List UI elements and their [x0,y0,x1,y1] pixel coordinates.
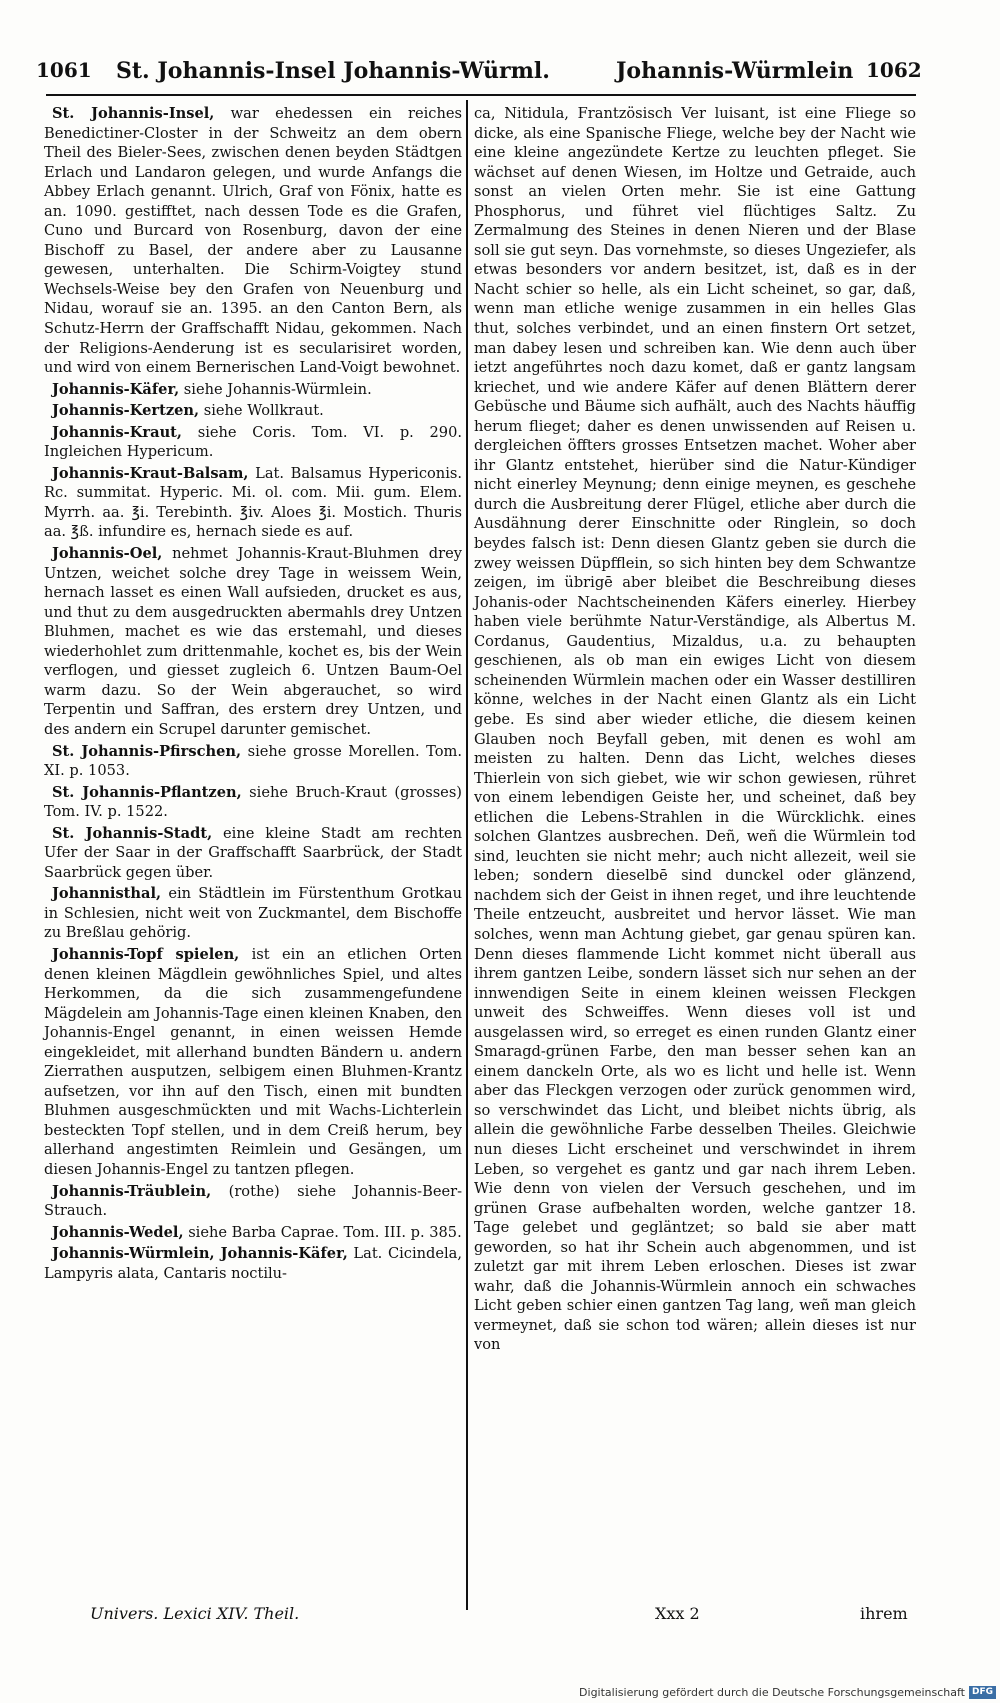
volume-signature: Univers. Lexici XIV. Theil. [90,1604,300,1623]
entry-text: siehe Johannis-Würmlein. [183,380,372,398]
right-running-title: Johannis-Würmlein [616,58,854,84]
column-divider [466,100,468,1610]
entry-text: eine kleine Stadt am rechten Ufer der Saar in der Graffschafft Saarbrück, der Stadt Saarbrück gegen über. [44,824,463,881]
entry-lemma: Johannis-Träublein, [52,1182,212,1200]
entry-lemma: Johannis-Topf spielen, [52,945,240,963]
entry-text: ein Städtlein im Fürstenthum Grotkau in Schlesien, nicht weit von Zuckmantel, dem Bischoffe zu Breßlau gehörig. [44,885,462,942]
entry [44,464,462,542]
entry-lemma: Johannis-Würmlein, Johannis-Käfer, [52,1245,348,1263]
credit-text: Digitalisierung gefördert durch die Deutsche Forschungsgemeinschaft [579,1686,965,1699]
right-column [474,104,916,1357]
entry-text: (rothe) siehe Johannis-Beer-Strauch. [44,1182,463,1220]
left-column [44,104,462,1285]
entry [44,401,462,421]
entry-lemma: St. Johannis-Stadt, [52,824,213,842]
entry-lemma: Johannis-Oel, [52,545,163,563]
entry [44,380,462,400]
entry-lemma: Johannis-Käfer, [52,380,180,398]
signature-mark: Xxx 2 [655,1604,700,1623]
entry-text: Lat. Balsamus Hypericonis. Rc. summitat. Hyperic. Mi. ol. com. Mii. gum. Elem. Myrrh. aa. ℥i. Terebinth. ℥iv. Aloes ℥i. Mostich. Thuris aa. ℥ß. infundire es, hernach siede es auf. [44,464,462,541]
entry-text: siehe Bruch-Kraut (grosses) Tom. IV. p. 1522. [44,783,463,821]
entry-lemma: St. Johannis-Insel, [52,105,215,122]
entry [44,945,462,1180]
entry-text: nehmet Johannis-Kraut-Bluhmen drey Untzen, weichet solche drey Tage in weissem Wein, hernach lasset es einen Wall aufsieden, drucket es aus, und thut zu dem ausgedruckten abermahls drey Untzen Bluhmen, machet es wie das erstemahl, und dieses wiederhohlet zum drittenmahle, kochet es, bis der Wein verflogen, und giesset zugleich 6. Untzen Baum-Oel warm dazu. So der Wein abgerauchet, so wird Terpentin und Saffran, des erstern drey Untzen, und des andern ein Scrupel darunter gemischet. [44,545,462,738]
dfg-logo-icon: DFG [969,1686,996,1699]
catchword: ihrem [860,1604,908,1623]
right-page-number: 1062 [866,58,922,82]
entry [44,1182,462,1221]
entry [44,423,462,462]
entry-lemma: Johannisthal, [52,885,162,903]
entry-text: siehe grosse Morellen. Tom. XI. p. 1053. [44,742,462,780]
entry [44,742,462,781]
header-rule [46,94,916,96]
entry-continuation: ca, Nitidula, Frantzösisch Ver luisant, ist eine Fliege so dicke, als eine Spanische Fliege, welche bey der Nacht wie eine kleine angezündete Kertze zu leuchten pfleget. Sie wächset auf denen Wiesen, im Holtze und Getraide, auch sonst an vielen Orten mehr. Sie ist eine Gattung Phosphorus, und führet viel flüchtiges Saltz. Zu Zermalmung des Steines in denen Nieren und der Blase soll sie gut seyn. Das vornehmste, so dieses Ungeziefer, als etwas besonders vor andern besitzet, ist, daß es in der Nacht schier so helle, als ein Licht scheinet, so gar, daß, wenn man etliche wenige zusammen in ein helles Glas thut, solches verbindet, und an einen finstern Ort setzet, man dabey lesen und schreiben kan. Wie denn auch über ietzt angeführtes noch dazu komet, daß er gantz langsam kriechet, und wie andere Käfer auf denen Blättern derer Gebüsche und Bäume sich aufhält, auch des Nachts häuffig herum flieget; daher es denen unwissenden auf Reisen u. dergleichen öffters grosses Entsetzen machet. Woher aber ihr Glantz entstehet, hierüber sind die Natur-Kündiger nicht einerley Meynung; denn einige meynen, es geschehe durch die Ausbreitung derer Flügel, etliche aber durch die Ausdähnung derer Einschnitte oder Ringlein, so doch beydes falsch ist: Denn diesen Glantz geben sie durch die zwey weissen Düpfflein, so sich hinten bey dem Schwantze zeigen, im übrigē aber bleibet die Beschreibung dieses Johanis-oder Nachtscheinenden Käfers einerley. Hierbey haben viele berühmte Natur-Verständige, als Albertus M. Cordanus, Gaudentius, Mizaldus, u.a. zu behaupten geschienen, als ob man ein ewiges Licht von diesem scheinenden Würmlein machen oder ein Wasser destilliren könne, welches in der Nacht einen Glantz als ein Licht gebe. Es sind aber wieder etliche, die diesem keinen Glauben noch Beyfall geben, mit denen es wohl am meisten zu halten. Denn das Licht, welches dieses Thierlein von sich giebet, wie wir schon gewiesen, rühret von einem lebendigen Geiste her, und scheinet, daß bey etlichen die Lebens-Strahlen in die Würcklichk. eines solchen Glantzes ausbrechen. Deñ, weñ die Würmlein tod sind, leuchten sie nicht mehr; auch nicht allezeit, weil sie leben; sondern dieselbē sind dunckel oder glänzend, nachdem sich der Geist in ihnen reget, und ihre leuchtende Theile entzeucht, ausbreitet und hervor lässet. Wie man solches, wenn man Achtung giebet, gar genau spüren kan. Denn dieses flammende Licht kommet nicht überall aus ihrem gantzen Leibe, sondern lässet sich nur sehen an der innwendigen Seite in einem kleinen weissen Fleckgen unweit des Schweiffes. Wenn dieses voll ist und ausgelassen wird, so erreget es einen runden Glantz einer Smaragd-grünen Farbe, den man besser sehen kan an einem danckeln Orte, als wo es licht und helle ist. Wenn aber das Fleckgen verzogen oder zurück genommen wird, so verschwindet das Licht, und bleibet nichts übrig, als allein die gewöhnliche Farbe desselben Theiles. Gleichwie nun dieses Licht erscheinet und verschwindet in ihrem Leben, so vergehet es gantz und gar nach ihrem Leben. Wie denn von vielen der Versuch geschehen, und im grünen Grase aufbehalten worden, welche gantzer 18. Tage gelebet und gegläntzet; so bald sie aber matt geworden, so hat ihr Schein auch abgenommen, und ist zuletzt gar mit ihrem Leben erloschen. Dieses ist zwar wahr, daß die Johannis-Würmlein annoch ein schwaches Licht geben schier einen gantzen Tag lang, weñ man gleich vermeynet, daß sie schon tod wären; allein dieses ist nur von [474,105,916,1354]
entry-text: siehe Coris. Tom. VI. p. 290. Ingleichen Hypericum. [44,423,463,461]
entry-text: siehe Barba Caprae. Tom. III. p. 385. [188,1223,462,1241]
digitization-credit [579,1684,996,1701]
entry-text: siehe Wollkraut. [203,402,324,420]
entry [44,104,462,378]
entry-lemma: St. Johannis-Pfirschen, [52,742,242,760]
left-page-number: 1061 [36,58,92,82]
entry-text: ist ein an etlichen Orten denen kleinen Mägdlein gewöhnliches Spiel, und altes Herkommen, da die sich zusammengefundene Mägdelein am Johannis-Tage einen kleinen Knaben, den Johannis-Engel genannt, in einen weissen Hemde eingekleidet, mit allerhand bundten Bändern u. andern Zierrathen ausputzen, selbigem einen Bluhmen-Krantz aufsetzen, vor ihn auf den Tisch, einen mit bundten Bluhmen ausgeschmückten und mit Wachs-Lichterlein besteckten Topf stellen, und in dem Creiß herum, bey allerhand angestimten Reimlein und Gesängen, um diesen Johannis-Engel zu tantzen pflegen. [44,945,462,1178]
entry [44,1244,462,1283]
entry [44,884,462,943]
entry [44,1223,462,1243]
entry-text: war ehedessen ein reiches Benedictiner-Closter in der Schweitz an dem obern Theil des Bieler-Sees, zwischen denen beyden Städtgen Erlach und Landaron gelegen, und wurde Anfangs die Abbey Erlach genannt. Ulrich, Graf von Fönix, hatte es an. 1090. gestifftet, nach dessen Tode es die Grafen, Cuno und Burcard von Rosenburg, davon der eine Bischoff zu Basel, der andere aber zu Lausanne gewesen, unterhalten. Die Schirm-Voigtey stund Wechsels-Weise bey den Grafen von Neuenburg und Nidau, worauf sie an. 1395. an den Canton Bern, als Schutz-Herrn der Graffschafft Nidau, gekommen. Nach der Religions-Aenderung ist es secularisiret worden, und wird von einem Bernerischen Land-Voigt bewohnet. [44,105,463,377]
entry [44,824,462,883]
running-header [36,58,926,94]
left-running-title: St. Johannis-Insel Johannis-Würml. [116,58,550,84]
entry-lemma: Johannis-Kraut-Balsam, [52,464,249,482]
entry-lemma: Johannis-Kraut, [52,423,183,441]
entry-text: Lat. Cicindela, Lampyris alata, Cantaris noctilu- [44,1245,463,1282]
entry [44,783,462,822]
entry [44,544,462,739]
entry-lemma: Johannis-Wedel, [52,1223,184,1241]
page-footer [0,1604,1000,1634]
entry-lemma: Johannis-Kertzen, [52,402,200,420]
entry-lemma: St. Johannis-Pflantzen, [52,783,242,801]
